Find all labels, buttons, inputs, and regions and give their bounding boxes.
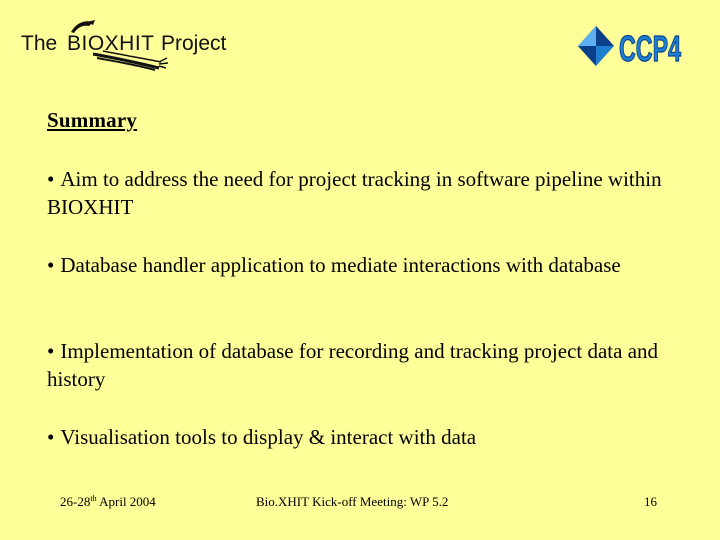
bullet-marker: • <box>47 339 55 363</box>
bullet-text: Aim to address the need for project tracking in software pipeline within BIOXHIT <box>47 167 662 219</box>
footer-page-number: 16 <box>644 494 657 509</box>
bullet-marker: • <box>47 425 55 449</box>
bullet-marker: • <box>47 253 55 277</box>
bullet-text: Database handler application to mediate interactions with database <box>60 253 621 277</box>
bullet-text: Implementation of database for recording and tracking project data and history <box>47 339 659 391</box>
summary-heading: Summary <box>47 108 138 132</box>
diamond-icon <box>578 26 614 66</box>
footer-date <box>60 494 156 510</box>
logo-word-project: Project <box>161 32 227 55</box>
footer-date-start: 26-28 <box>60 494 91 509</box>
bullet-item <box>47 337 677 393</box>
logo-word-the: The <box>21 32 58 55</box>
bullet-item <box>47 165 677 221</box>
bullet-text: Visualisation tools to display & interact with data <box>60 425 477 449</box>
bullet-marker: • <box>47 167 55 191</box>
footer-date-suffix: th <box>90 494 97 503</box>
ccp4-logo <box>576 20 686 70</box>
bullet-item <box>47 423 677 451</box>
logo-word-bioxhit: BIOXHIT <box>67 32 155 55</box>
footer-meeting-title: Bio.XHIT Kick-off Meeting: WP 5.2 <box>256 494 449 509</box>
bioxhit-project-logo <box>18 18 248 74</box>
footer-date-end: April 2004 <box>96 494 156 509</box>
ccp4-logo-text: CCP4 <box>619 28 681 69</box>
bullet-item <box>47 251 677 279</box>
